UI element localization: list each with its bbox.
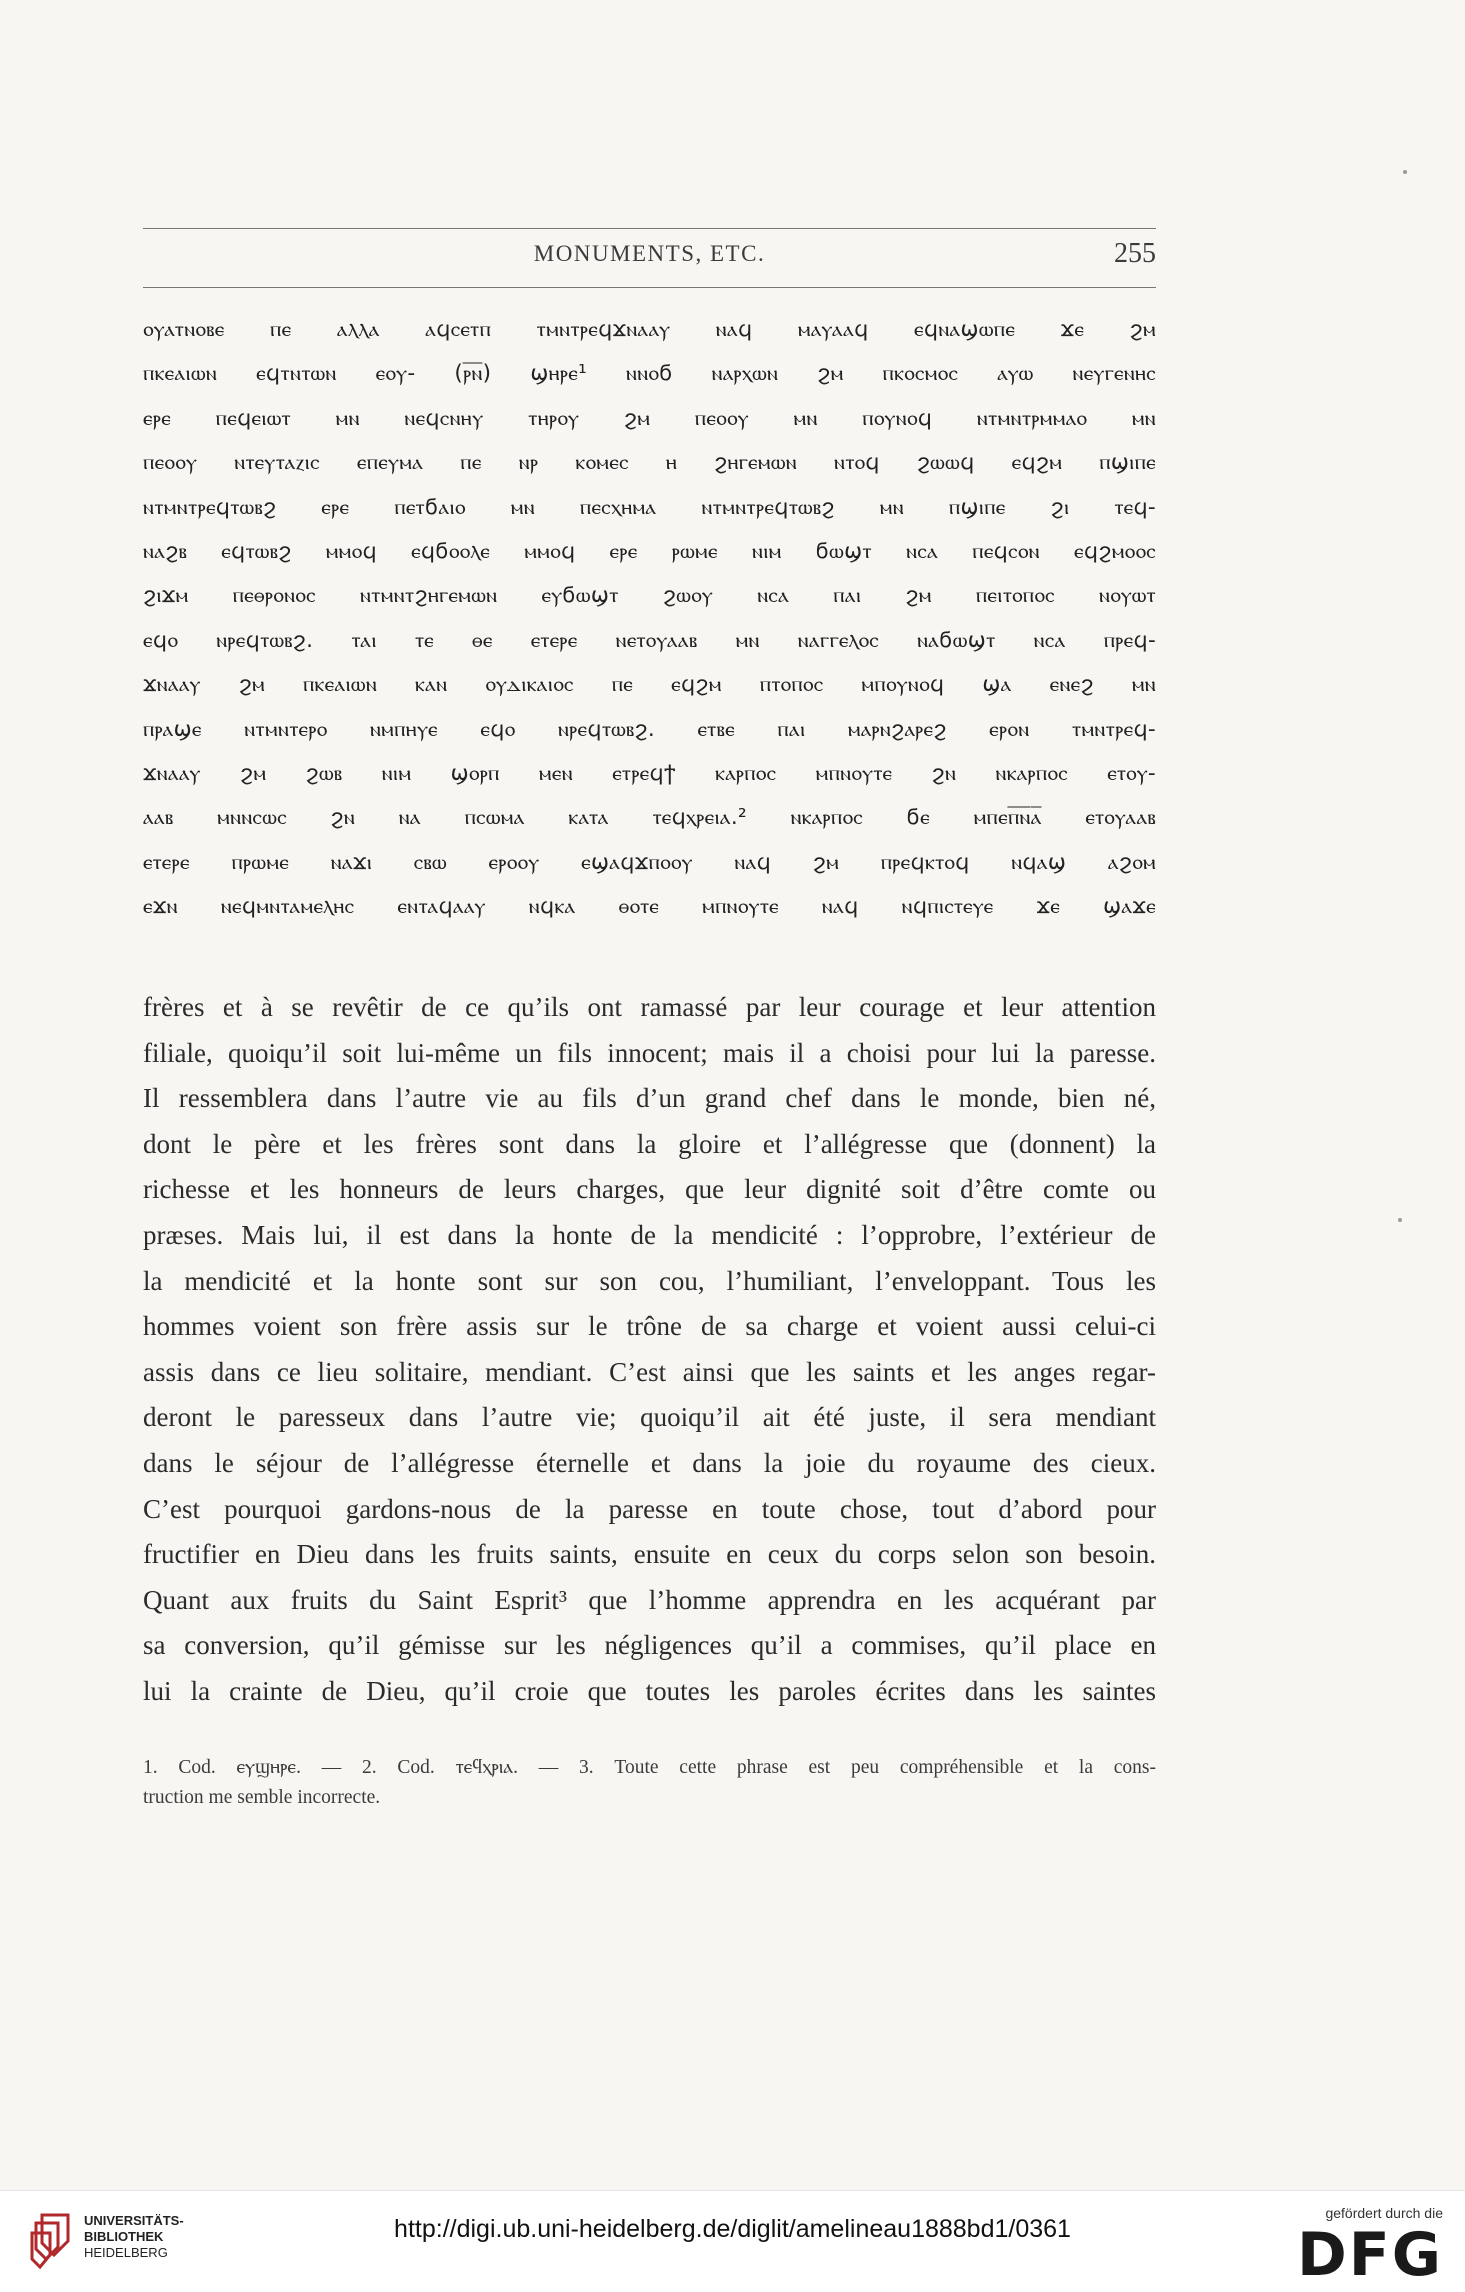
dfg-logo: DFG xyxy=(1296,2220,1443,2290)
coptic-line: ⲡⲕⲉⲁⲓⲱⲛ ⲉϥⲧⲛⲧⲱⲛ ⲉⲟⲩ- (ⲣ̅ⲛ̅) ϣⲏⲣⲉ¹ ⲛⲛⲟϭ ⲛⲁⲣⲭⲱⲛ ϩⲙ ⲡⲕⲟⲥⲙⲟⲥ ⲁⲩⲱ ⲛⲉⲩⲅⲉⲛⲏⲥ xyxy=(143,361,1156,387)
coptic-line: ⲡⲣⲁϣⲉ ⲛⲧⲙⲛⲧⲉⲣⲟ ⲛⲙⲡⲏⲩⲉ ⲉϥⲟ ⲛⲣⲉϥⲧⲱⲃϩ. ⲉⲧⲃⲉ ⲡⲁⲓ ⲙⲁⲣⲛϩⲁⲣⲉϩ ⲉⲣⲟⲛ ⲧⲙⲛⲧⲣⲉϥ- xyxy=(143,716,1156,742)
coptic-line: ϫⲛⲁⲁⲩ ϩⲙ ⲡⲕⲉⲁⲓⲱⲛ ⲕⲁⲛ ⲟⲩⲇⲓⲕⲁⲓⲟⲥ ⲡⲉ ⲉϥϩⲙ ⲡⲧⲟⲡⲟⲥ ⲙⲡⲟⲩⲛⲟϥ ϣⲁ ⲉⲛⲉϩ ⲙⲛ xyxy=(143,672,1156,698)
french-line: C’est pourquoi gardons-nous de la paresse en toute chose, tout d’abord pour xyxy=(143,1493,1156,1524)
header-rule-top xyxy=(143,228,1156,229)
header-rule-bottom xyxy=(143,287,1156,288)
french-line: la mendicité et la honte sont sur son cou, l’humiliant, l’enveloppant. Tous les xyxy=(143,1265,1156,1296)
french-line: richesse et les honneurs de leurs charges, que leur dignité soit d’être comte ou xyxy=(143,1174,1156,1205)
coptic-line: ⲟⲩⲁⲧⲛⲟⲃⲉ ⲡⲉ ⲁⲗⲗⲁ ⲁϥⲥⲉⲧⲡ ⲧⲙⲛⲧⲣⲉϥϫⲛⲁⲁⲩ ⲛⲁϥ ⲙⲁⲩⲁⲁϥ ⲉϥⲛⲁϣⲱⲡⲉ ϫⲉ ϩⲙ xyxy=(143,317,1156,342)
french-line: Quant aux fruits du Saint Esprit³ que l’homme apprendra en les acquérant par xyxy=(143,1584,1156,1615)
french-line: præses. Mais lui, il est dans la honte de la mendicité : l’opprobre, l’extérieur de xyxy=(143,1219,1156,1250)
french-line: sa conversion, qu’il gémisse sur les négligences qu’il a commises, qu’il place en xyxy=(143,1630,1156,1661)
funding-tagline: gefördert durch die xyxy=(1325,2205,1443,2221)
french-line: assis dans ce lieu solitaire, mendiant. C’est ainsi que les saints et les anges regar- xyxy=(143,1356,1156,1387)
french-line: dont le père et les frères sont dans la gloire et l’allégresse que (donnent) la xyxy=(143,1128,1156,1159)
coptic-line: ϫⲛⲁⲁⲩ ϩⲙ ϩⲱⲃ ⲛⲓⲙ ϣⲟⲣⲡ ⲙⲉⲛ ⲉⲧⲣⲉϥϯ ⲕⲁⲣⲡⲟⲥ ⲙⲡⲛⲟⲩⲧⲉ ϩⲛ ⲛⲕⲁⲣⲡⲟⲥ ⲉⲧⲟⲩ- xyxy=(143,760,1156,786)
coptic-line: ⲉⲣⲉ ⲡⲉϥⲉⲓⲱⲧ ⲙⲛ ⲛⲉϥⲥⲛⲏⲩ ⲧⲏⲣⲟⲩ ϩⲙ ⲡⲉⲟⲟⲩ ⲙⲛ ⲡⲟⲩⲛⲟϥ ⲛⲧⲙⲛⲧⲣⲙⲙⲁⲟ ⲙⲛ xyxy=(143,405,1156,431)
coptic-line: ⲛⲁϩⲃ ⲉϥⲧⲱⲃϩ ⲙⲙⲟϥ ⲉϥϭⲟⲟⲗⲉ ⲙⲙⲟϥ ⲉⲣⲉ ⲣⲱⲙⲉ ⲛⲓⲙ ϭⲱϣⲧ ⲛⲥⲁ ⲡⲉϥⲥⲟⲛ ⲉϥϩⲙⲟⲟⲥ xyxy=(143,538,1156,564)
french-line: lui la crainte de Dieu, qu’il croie que toutes les paroles écrites dans les saintes xyxy=(143,1675,1156,1706)
french-line: hommes voient son frère assis sur le trône de sa charge et voient aussi celui-ci xyxy=(143,1311,1156,1342)
coptic-line: ⲁⲁⲃ ⲙⲛⲛⲥⲱⲥ ϩⲛ ⲛⲁ ⲡⲥⲱⲙⲁ ⲕⲁⲧⲁ ⲧⲉϥⲭⲣⲉⲓⲁ.² ⲛⲕⲁⲣⲡⲟⲥ ϭⲉ ⲙⲡⲉⲡ̅ⲛ̅ⲁ̅ ⲉⲧⲟⲩⲁⲁⲃ xyxy=(143,805,1156,831)
running-head xyxy=(143,238,1156,275)
library-name-line: BIBLIOTHEK xyxy=(84,2229,164,2244)
permalink-url[interactable]: http://digi.ub.uni-heidelberg.de/diglit/amelineau1888bd1/0361 xyxy=(394,2215,1071,2243)
french-line: deront le paresseux dans l’autre vie; quoiqu’il ait été juste, il sera mendiant xyxy=(143,1402,1156,1433)
scan-speck xyxy=(1403,170,1407,174)
coptic-line: ⲛⲧⲙⲛⲧⲣⲉϥⲧⲱⲃϩ ⲉⲣⲉ ⲡⲉⲧϭⲁⲓⲟ ⲙⲛ ⲡⲉⲥⲭⲏⲙⲁ ⲛⲧⲙⲛⲧⲣⲉϥⲧⲱⲃϩ ⲙⲛ ⲡϣⲓⲡⲉ ϩⲓ ⲧⲉϥ- xyxy=(143,494,1156,520)
library-name-line: HEIDELBERG xyxy=(84,2245,168,2260)
viewer-footer xyxy=(0,2190,1465,2292)
library-name-line: UNIVERSITÄTS- xyxy=(84,2213,184,2228)
french-translation-block xyxy=(143,985,1156,1715)
coptic-line: ⲉϫⲛ ⲛⲉϥⲙⲛⲧⲁⲙⲉⲗⲏⲥ ⲉⲛⲧⲁϥⲁⲁⲩ ⲛϥⲕⲁ ⲑⲟⲧⲉ ⲙⲡⲛⲟⲩⲧⲉ ⲛⲁϥ ⲛϥⲡⲓⲥⲧⲉⲩⲉ ϫⲉ ϣⲁϫⲉ xyxy=(143,894,1156,920)
footnotes xyxy=(143,1753,1156,1813)
coptic-line: ⲉⲧⲉⲣⲉ ⲡⲣⲱⲙⲉ ⲛⲁϫⲓ ⲥⲃⲱ ⲉⲣⲟⲟⲩ ⲉϣⲁϥϫⲡⲟⲟⲩ ⲛⲁϥ ϩⲙ ⲡⲣⲉϥⲕⲧⲟϥ ⲛϥⲁϣ ⲁϩⲟⲙ xyxy=(143,849,1156,875)
french-line: frères et à se revêtir de ce qu’ils ont ramassé par leur courage et leur attention xyxy=(143,992,1156,1022)
coptic-line: ϩⲓϫⲙ ⲡⲉⲑⲣⲟⲛⲟⲥ ⲛⲧⲙⲛⲧϩⲏⲅⲉⲙⲱⲛ ⲉⲩϭⲱϣⲧ ϩⲱⲟⲩ ⲛⲥⲁ ⲡⲁⲓ ϩⲙ ⲡⲉⲓⲧⲟⲡⲟⲥ ⲛⲟⲩⲱⲧ xyxy=(143,583,1156,609)
coptic-line: ⲡⲉⲟⲟⲩ ⲛⲧⲉⲩⲧⲁⲍⲓⲥ ⲉⲡⲉⲩⲙⲁ ⲡⲉ ⲛⲣ ⲕⲟⲙⲉⲥ ⲏ ϩⲏⲅⲉⲙⲱⲛ ⲛⲧⲟϥ ϩⲱⲱϥ ⲉϥϩⲙ ⲡϣⲓⲡⲉ xyxy=(143,450,1156,476)
coptic-line: ⲉϥⲟ ⲛⲣⲉϥⲧⲱⲃϩ. ⲧⲁⲓ ⲧⲉ ⲑⲉ ⲉⲧⲉⲣⲉ ⲛⲉⲧⲟⲩⲁⲁⲃ ⲙⲛ ⲛⲁⲅⲅⲉⲗⲟⲥ ⲛⲁϭⲱϣⲧ ⲛⲥⲁ ⲡⲣⲉϥ- xyxy=(143,627,1156,653)
french-line: fructifier en Dieu dans les fruits saints, ensuite en ceux du corps selon son besoin. xyxy=(143,1539,1156,1570)
coptic-text-block xyxy=(143,308,1156,929)
footnote-line: truction me semble incorrecte. xyxy=(143,1787,381,1808)
page-number: 255 xyxy=(1114,238,1156,269)
scan-speck xyxy=(1398,1218,1402,1222)
running-title: MONUMENTS, ETC. xyxy=(533,241,766,266)
footnote-line: 1. Cod. ⲉⲩϣⲏⲣⲉ. — 2. Cod. ⲧⲉϥⲭⲣⲓⲁ. — 3. Toute cette phrase est peu compréhensible et la cons- xyxy=(143,1757,1156,1778)
french-line: Il ressemblera dans l’autre vie au fils d’un grand chef dans le monde, bien né, xyxy=(143,1083,1156,1114)
french-line: filiale, quoiqu’il soit lui-même un fils innocent; mais il a choisi pour lui la paresse. xyxy=(143,1037,1156,1068)
french-line: dans le séjour de l’allégresse éternelle et dans la joie du royaume des cieux. xyxy=(143,1447,1156,1478)
